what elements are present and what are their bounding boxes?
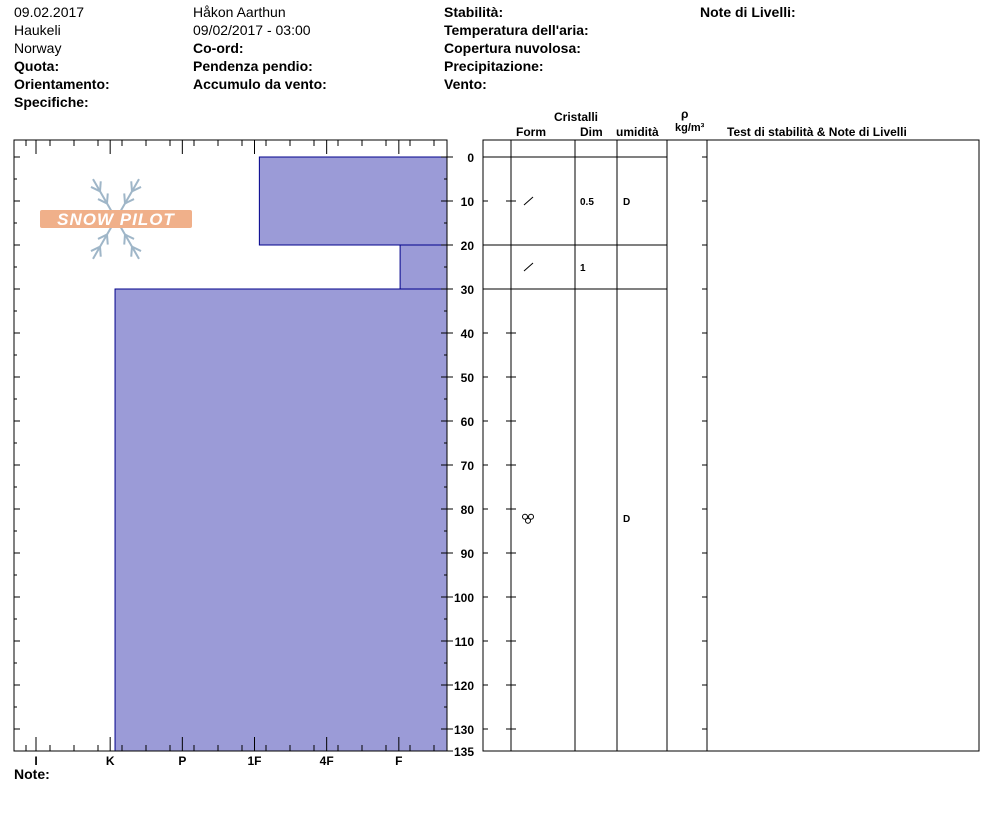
depth-tick-label: 110 xyxy=(454,635,474,649)
rounded-grains-icon xyxy=(523,514,534,523)
wind-label: Vento: xyxy=(444,76,487,92)
location-name: Haukeli xyxy=(14,22,61,38)
depth-tick-label: 70 xyxy=(460,459,474,473)
depth-tick-label: 50 xyxy=(460,371,474,385)
note-label: Note: xyxy=(14,766,50,782)
hardness-bar xyxy=(115,289,447,751)
depth-tick-label: 20 xyxy=(460,239,474,253)
density-unit: kg/m³ xyxy=(675,122,705,134)
form-header: Form xyxy=(516,125,546,139)
grain-circle xyxy=(526,518,531,523)
snowpilot-logo xyxy=(40,179,192,259)
depth-tick-label: 130 xyxy=(453,723,474,737)
hardness-tick-label: F xyxy=(395,754,403,768)
flake-branch xyxy=(100,181,101,191)
flake-branch xyxy=(124,193,125,203)
depth-tick-label: 120 xyxy=(453,679,474,693)
precipitation-label: Precipitazione: xyxy=(444,58,544,74)
flake-branch xyxy=(107,193,108,203)
hardness-layers xyxy=(115,157,447,751)
hardness-tick-label: 4F xyxy=(319,754,334,768)
aspect-label: Orientamento: xyxy=(14,76,110,92)
air-temperature-label: Temperatura dell'aria: xyxy=(444,22,589,38)
hardness-tick-label: K xyxy=(105,754,115,768)
coords-label: Co-ord: xyxy=(193,40,244,56)
elevation-label: Quota: xyxy=(14,58,60,74)
logo-text: SNOW PILOT xyxy=(57,210,175,229)
crystals-header: Cristalli xyxy=(554,110,599,124)
flake-branch xyxy=(131,181,132,191)
observer-name: Håkon Aarthun xyxy=(193,4,286,20)
flake-branch xyxy=(124,235,125,245)
moisture-value: D xyxy=(623,513,631,525)
layer-table xyxy=(483,140,979,751)
grain-size-value: 0.5 xyxy=(580,197,594,208)
moisture-value: D xyxy=(623,197,631,208)
depth-tick-label: 135 xyxy=(453,745,474,759)
observation-datetime: 09/02/2017 - 03:00 xyxy=(193,22,311,38)
depth-tick-label: 60 xyxy=(460,415,474,429)
table-frame xyxy=(483,140,979,751)
country-name: Norway xyxy=(14,40,62,56)
hardness-bar xyxy=(259,157,447,245)
moisture-header: umidità xyxy=(616,125,659,139)
precipitation-particles-icon xyxy=(524,263,533,271)
depth-tick-label: 100 xyxy=(453,591,474,605)
depth-tick-label: 80 xyxy=(460,503,474,517)
density-symbol: ρ xyxy=(681,107,689,121)
flake-branch xyxy=(107,235,108,245)
stability-notes-header: Test di stabilità & Note di Livelli xyxy=(727,125,907,139)
flake-branch xyxy=(131,247,132,257)
wind-loading-label: Accumulo da vento: xyxy=(193,76,327,92)
hardness-tick-label: 1F xyxy=(247,754,262,768)
stability-label: Stabilità: xyxy=(444,4,504,20)
depth-tick-label: 0 xyxy=(467,151,474,165)
precipitation-particles-icon xyxy=(524,197,533,205)
depth-tick-label: 90 xyxy=(460,547,474,561)
hardness-tick-label: P xyxy=(178,754,187,768)
depth-tick-label: 40 xyxy=(460,327,474,341)
depth-tick-label: 30 xyxy=(460,283,474,297)
depth-tick-label: 10 xyxy=(460,195,474,209)
observation-date: 09.02.2017 xyxy=(14,4,85,20)
layer-notes-label: Note di Livelli: xyxy=(700,4,796,20)
dim-header: Dim xyxy=(580,125,603,139)
grain-size-value: 1 xyxy=(580,263,586,274)
specifics-label: Specifiche: xyxy=(14,94,89,110)
hardness-bar xyxy=(400,245,447,289)
hardness-tick-label: I xyxy=(34,754,38,768)
cloud-cover-label: Copertura nuvolosa: xyxy=(444,40,581,56)
slope-label: Pendenza pendio: xyxy=(193,58,313,74)
flake-branch xyxy=(100,247,101,257)
